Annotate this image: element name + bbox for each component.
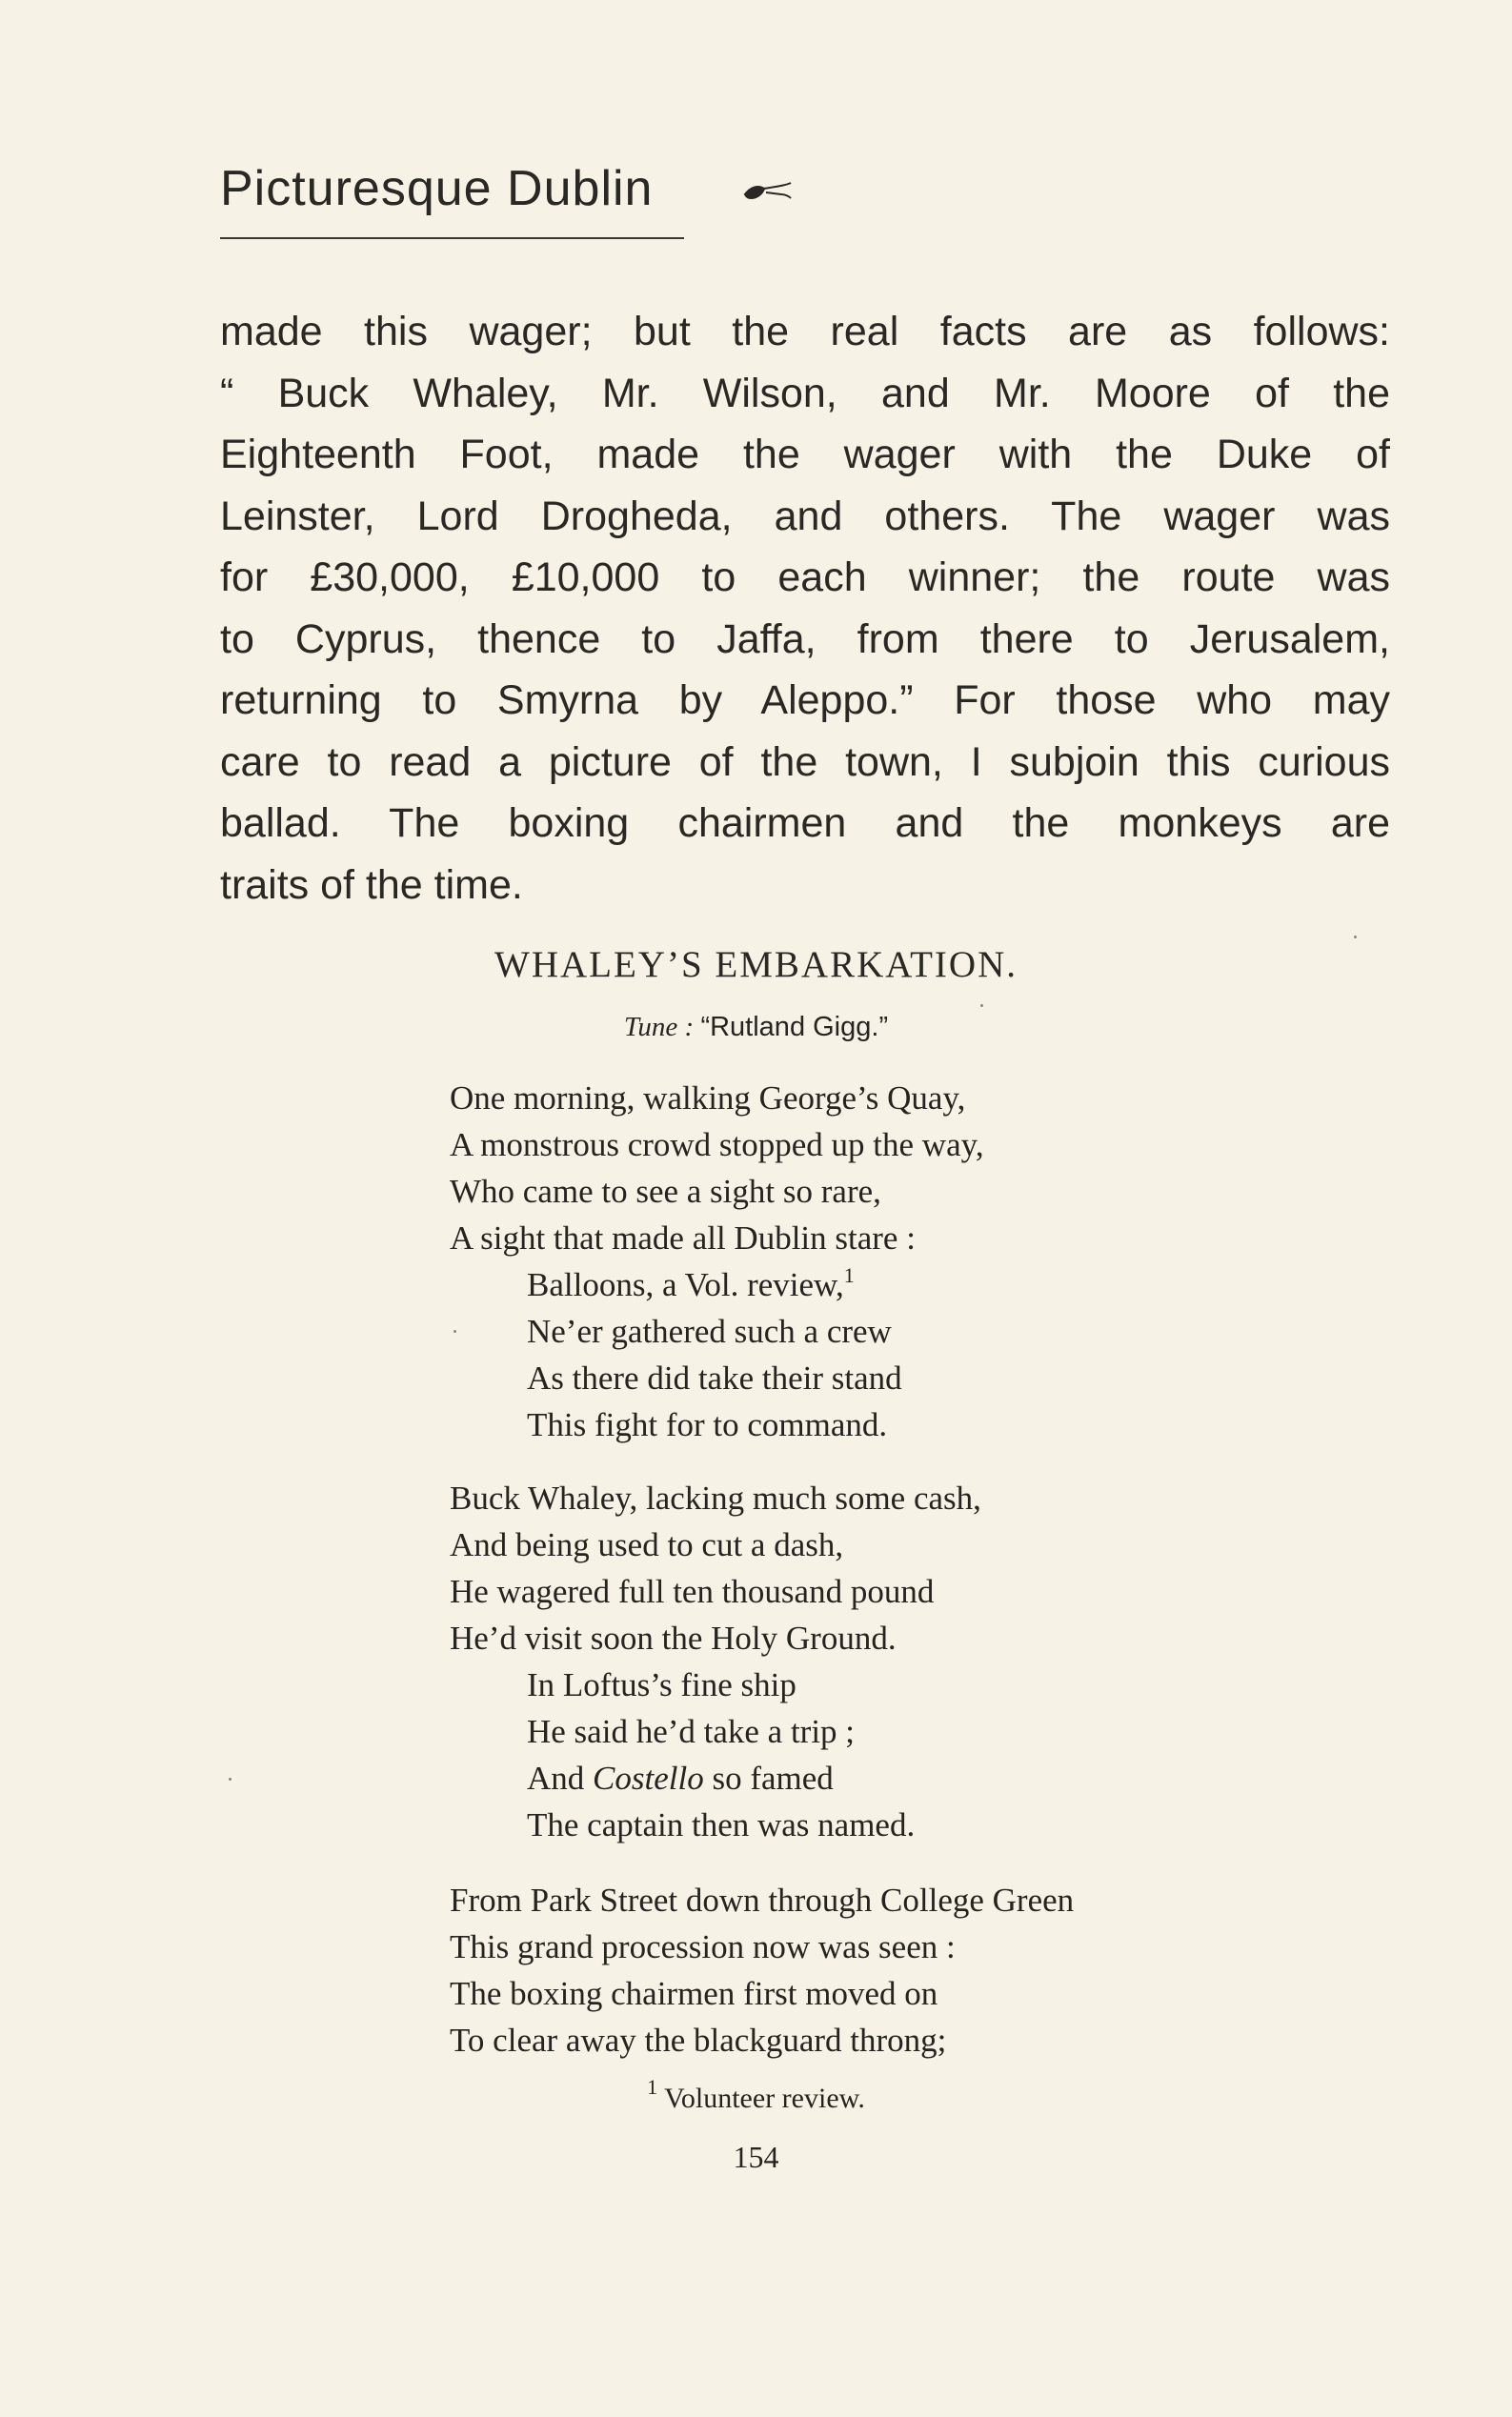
footnote-text: Volunteer review.: [664, 2083, 865, 2114]
verse-line: From Park Street down through College Green: [450, 1882, 1075, 1919]
verse-line: He’d visit soon the Holy Ground.: [450, 1620, 897, 1657]
paper-speck: [1354, 936, 1357, 938]
prose-line: returning to Smyrna by Aleppo.” For those who may: [220, 677, 1390, 723]
paper-speck: [980, 1004, 983, 1007]
verse-line: [450, 1261, 984, 1308]
prose-paragraph: [220, 301, 1390, 916]
page-number: 154: [733, 2140, 779, 2174]
prose-line: made this wager; but the real facts are as follows:: [220, 309, 1390, 354]
verse-line: Who came to see a sight so rare,: [450, 1173, 881, 1210]
footnote: [0, 2075, 1512, 2115]
verse-line: This grand procession now was seen :: [450, 1928, 956, 1965]
verse-line: One morning, walking George’s Quay,: [450, 1079, 966, 1117]
stanza-1: [450, 1075, 984, 1448]
verse-line: This fight for to command.: [527, 1406, 888, 1443]
stanza-2: [450, 1475, 981, 1848]
verse-line: In Loftus’s fine ship: [527, 1666, 796, 1703]
prose-line: traits of the time.: [220, 861, 523, 908]
running-head-title: Picturesque Dublin: [220, 161, 654, 216]
prose-line: to Cyprus, thence to Jaffa, from there to Jerusalem,: [220, 615, 1390, 662]
prose-line: for £30,000, £10,000 to each winner; the route was: [220, 554, 1390, 600]
verse-line: And being used to cut a dash,: [450, 1526, 844, 1563]
prose-line: Eighteenth Foot, made the wager with the Duke of: [220, 432, 1390, 477]
prose-line: “ Buck Whaley, Mr. Wilson, and Mr. Moore of the: [220, 370, 1390, 416]
footnote-marker: 1: [843, 1263, 855, 1287]
prose-line: ballad. The boxing chairmen and the monkeys are: [220, 800, 1390, 846]
footnote-number: 1: [647, 2075, 658, 2099]
stanza-3: [450, 1877, 1074, 2064]
tune-label: Tune :: [623, 1012, 695, 1042]
verse-line: He said he’d take a trip ;: [527, 1713, 856, 1750]
verse-line: Buck Whaley, lacking much some cash,: [450, 1480, 981, 1517]
verse-line: Ne’er gathered such a crew: [527, 1313, 892, 1350]
verse-line: The boxing chairmen first moved on: [450, 1975, 938, 2012]
verse-text: so famed: [703, 1760, 834, 1797]
verse-line: [450, 1755, 981, 1802]
verse-text: And: [527, 1760, 594, 1797]
verse-text: Balloons, a Vol. review,: [527, 1266, 844, 1303]
verse-line: The captain then was named.: [527, 1806, 916, 1843]
verse-line: To clear away the blackguard throng;: [450, 2022, 947, 2059]
paper-speck: [454, 1330, 456, 1333]
verse-line: He wagered full ten thousand pound: [450, 1573, 935, 1610]
running-head-rule: [220, 237, 684, 239]
verse-line: A sight that made all Dublin stare :: [450, 1219, 916, 1257]
ballad-title: WHALEY’S EMBARKATION.: [494, 944, 1018, 985]
tune-line: [0, 1012, 1512, 1043]
prose-line: care to read a picture of the town, I subjoin this curious: [220, 738, 1390, 785]
prose-line: Leinster, Lord Drogheda, and others. The wager was: [220, 493, 1390, 539]
verse-line: As there did take their stand: [527, 1360, 902, 1397]
pointing-hand-ornament-icon: [743, 177, 793, 206]
verse-line: A monstrous crowd stopped up the way,: [450, 1126, 984, 1163]
ship-captain-name: Costello: [593, 1760, 704, 1797]
tune-name: “Rutland Gigg.”: [700, 1012, 889, 1042]
paper-speck: [229, 1778, 232, 1781]
